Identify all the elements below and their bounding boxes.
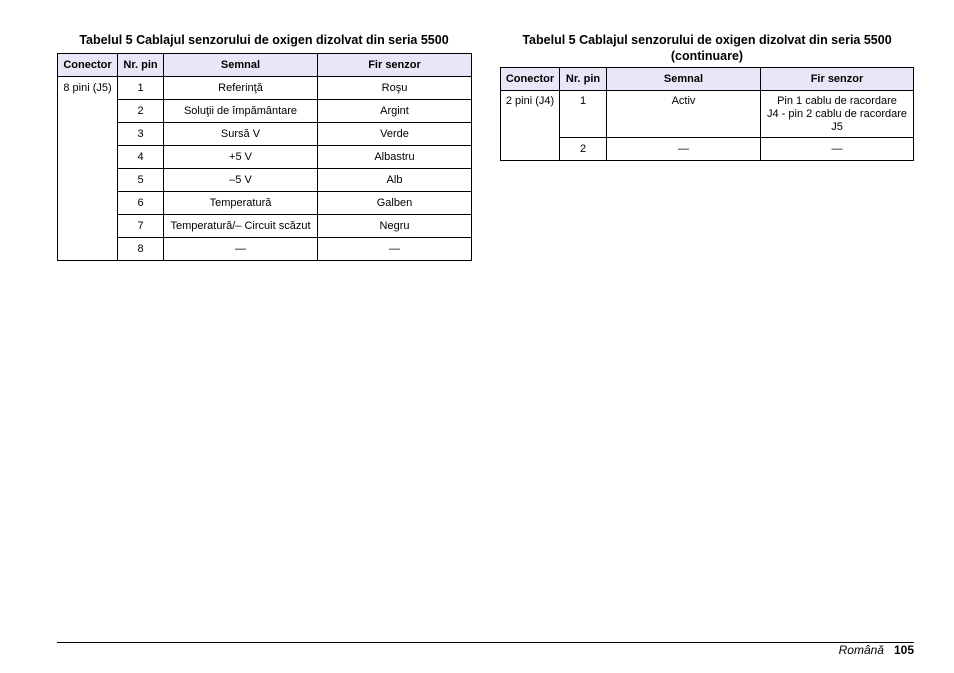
wire-cell: Verde	[318, 123, 472, 146]
header-wire: Fir senzor	[318, 54, 472, 77]
header-connector: Conector	[501, 68, 560, 91]
table-row	[58, 77, 472, 100]
table2-caption-continued: (continuare)	[670, 49, 744, 63]
wire-line: Pin 1 cablu de racordare	[777, 95, 897, 107]
wire-cell: Roşu	[318, 77, 472, 100]
sensor-wiring-table	[57, 53, 472, 261]
pin-cell: 3	[118, 123, 164, 146]
header-signal: Semnal	[607, 68, 761, 91]
signal-cell: —	[164, 238, 318, 261]
table-row	[501, 91, 914, 138]
pin-cell: 1	[118, 77, 164, 100]
signal-cell: Activ	[607, 91, 761, 138]
wire-cell: Negru	[318, 215, 472, 238]
table-row	[58, 100, 472, 123]
wire-cell: Alb	[318, 169, 472, 192]
signal-cell: —	[607, 138, 761, 161]
table-row	[58, 215, 472, 238]
table-row	[501, 138, 914, 161]
signal-cell: –5 V	[164, 169, 318, 192]
table-row	[58, 146, 472, 169]
signal-cell: Referinţă	[164, 77, 318, 100]
table-row	[58, 238, 472, 261]
wire-cell	[761, 91, 914, 138]
pin-cell: 6	[118, 192, 164, 215]
table-row	[58, 169, 472, 192]
page-number: 105	[893, 643, 914, 657]
pin-cell: 7	[118, 215, 164, 238]
footer-language: Română	[838, 643, 884, 657]
table-row	[58, 123, 472, 146]
sensor-wiring-table-continued	[500, 67, 914, 161]
pin-cell: 8	[118, 238, 164, 261]
table-header-row	[501, 68, 914, 91]
signal-cell: Temperatură	[164, 192, 318, 215]
header-wire: Fir senzor	[761, 68, 914, 91]
table1-caption: Tabelul 5 Cablajul senzorului de oxigen dizolvat din seria 5500	[79, 33, 449, 47]
signal-cell: +5 V	[164, 146, 318, 169]
wire-line: J5	[831, 121, 843, 133]
wire-cell: —	[318, 238, 472, 261]
connector-cell: 8 pini (J5)	[58, 77, 118, 261]
header-signal: Semnal	[164, 54, 318, 77]
signal-cell: Sursă V	[164, 123, 318, 146]
pin-cell: 4	[118, 146, 164, 169]
wire-cell: Albastru	[318, 146, 472, 169]
pin-cell: 2	[118, 100, 164, 123]
connector-cell: 2 pini (J4)	[501, 91, 560, 161]
signal-cell: Soluţii de împământare	[164, 100, 318, 123]
table-header-row	[58, 54, 472, 77]
wire-line: J4 - pin 2 cablu de racordare	[766, 108, 908, 120]
pin-cell: 1	[560, 91, 607, 138]
wire-cell: —	[761, 138, 914, 161]
signal-cell: Temperatură/– Circuit scăzut	[164, 215, 318, 238]
table-row	[58, 192, 472, 215]
wire-cell: Galben	[318, 192, 472, 215]
footer-divider	[57, 642, 914, 643]
table2-caption	[500, 32, 914, 64]
header-pin: Nr. pin	[560, 68, 607, 91]
wire-cell: Argint	[318, 100, 472, 123]
pin-cell: 2	[560, 138, 607, 161]
table2-caption-title: Tabelul 5 Cablajul senzorului de oxigen dizolvat din seria 5500	[522, 33, 892, 47]
page-footer	[839, 643, 914, 657]
pin-cell: 5	[118, 169, 164, 192]
header-pin: Nr. pin	[118, 54, 164, 77]
header-connector: Conector	[58, 54, 118, 77]
